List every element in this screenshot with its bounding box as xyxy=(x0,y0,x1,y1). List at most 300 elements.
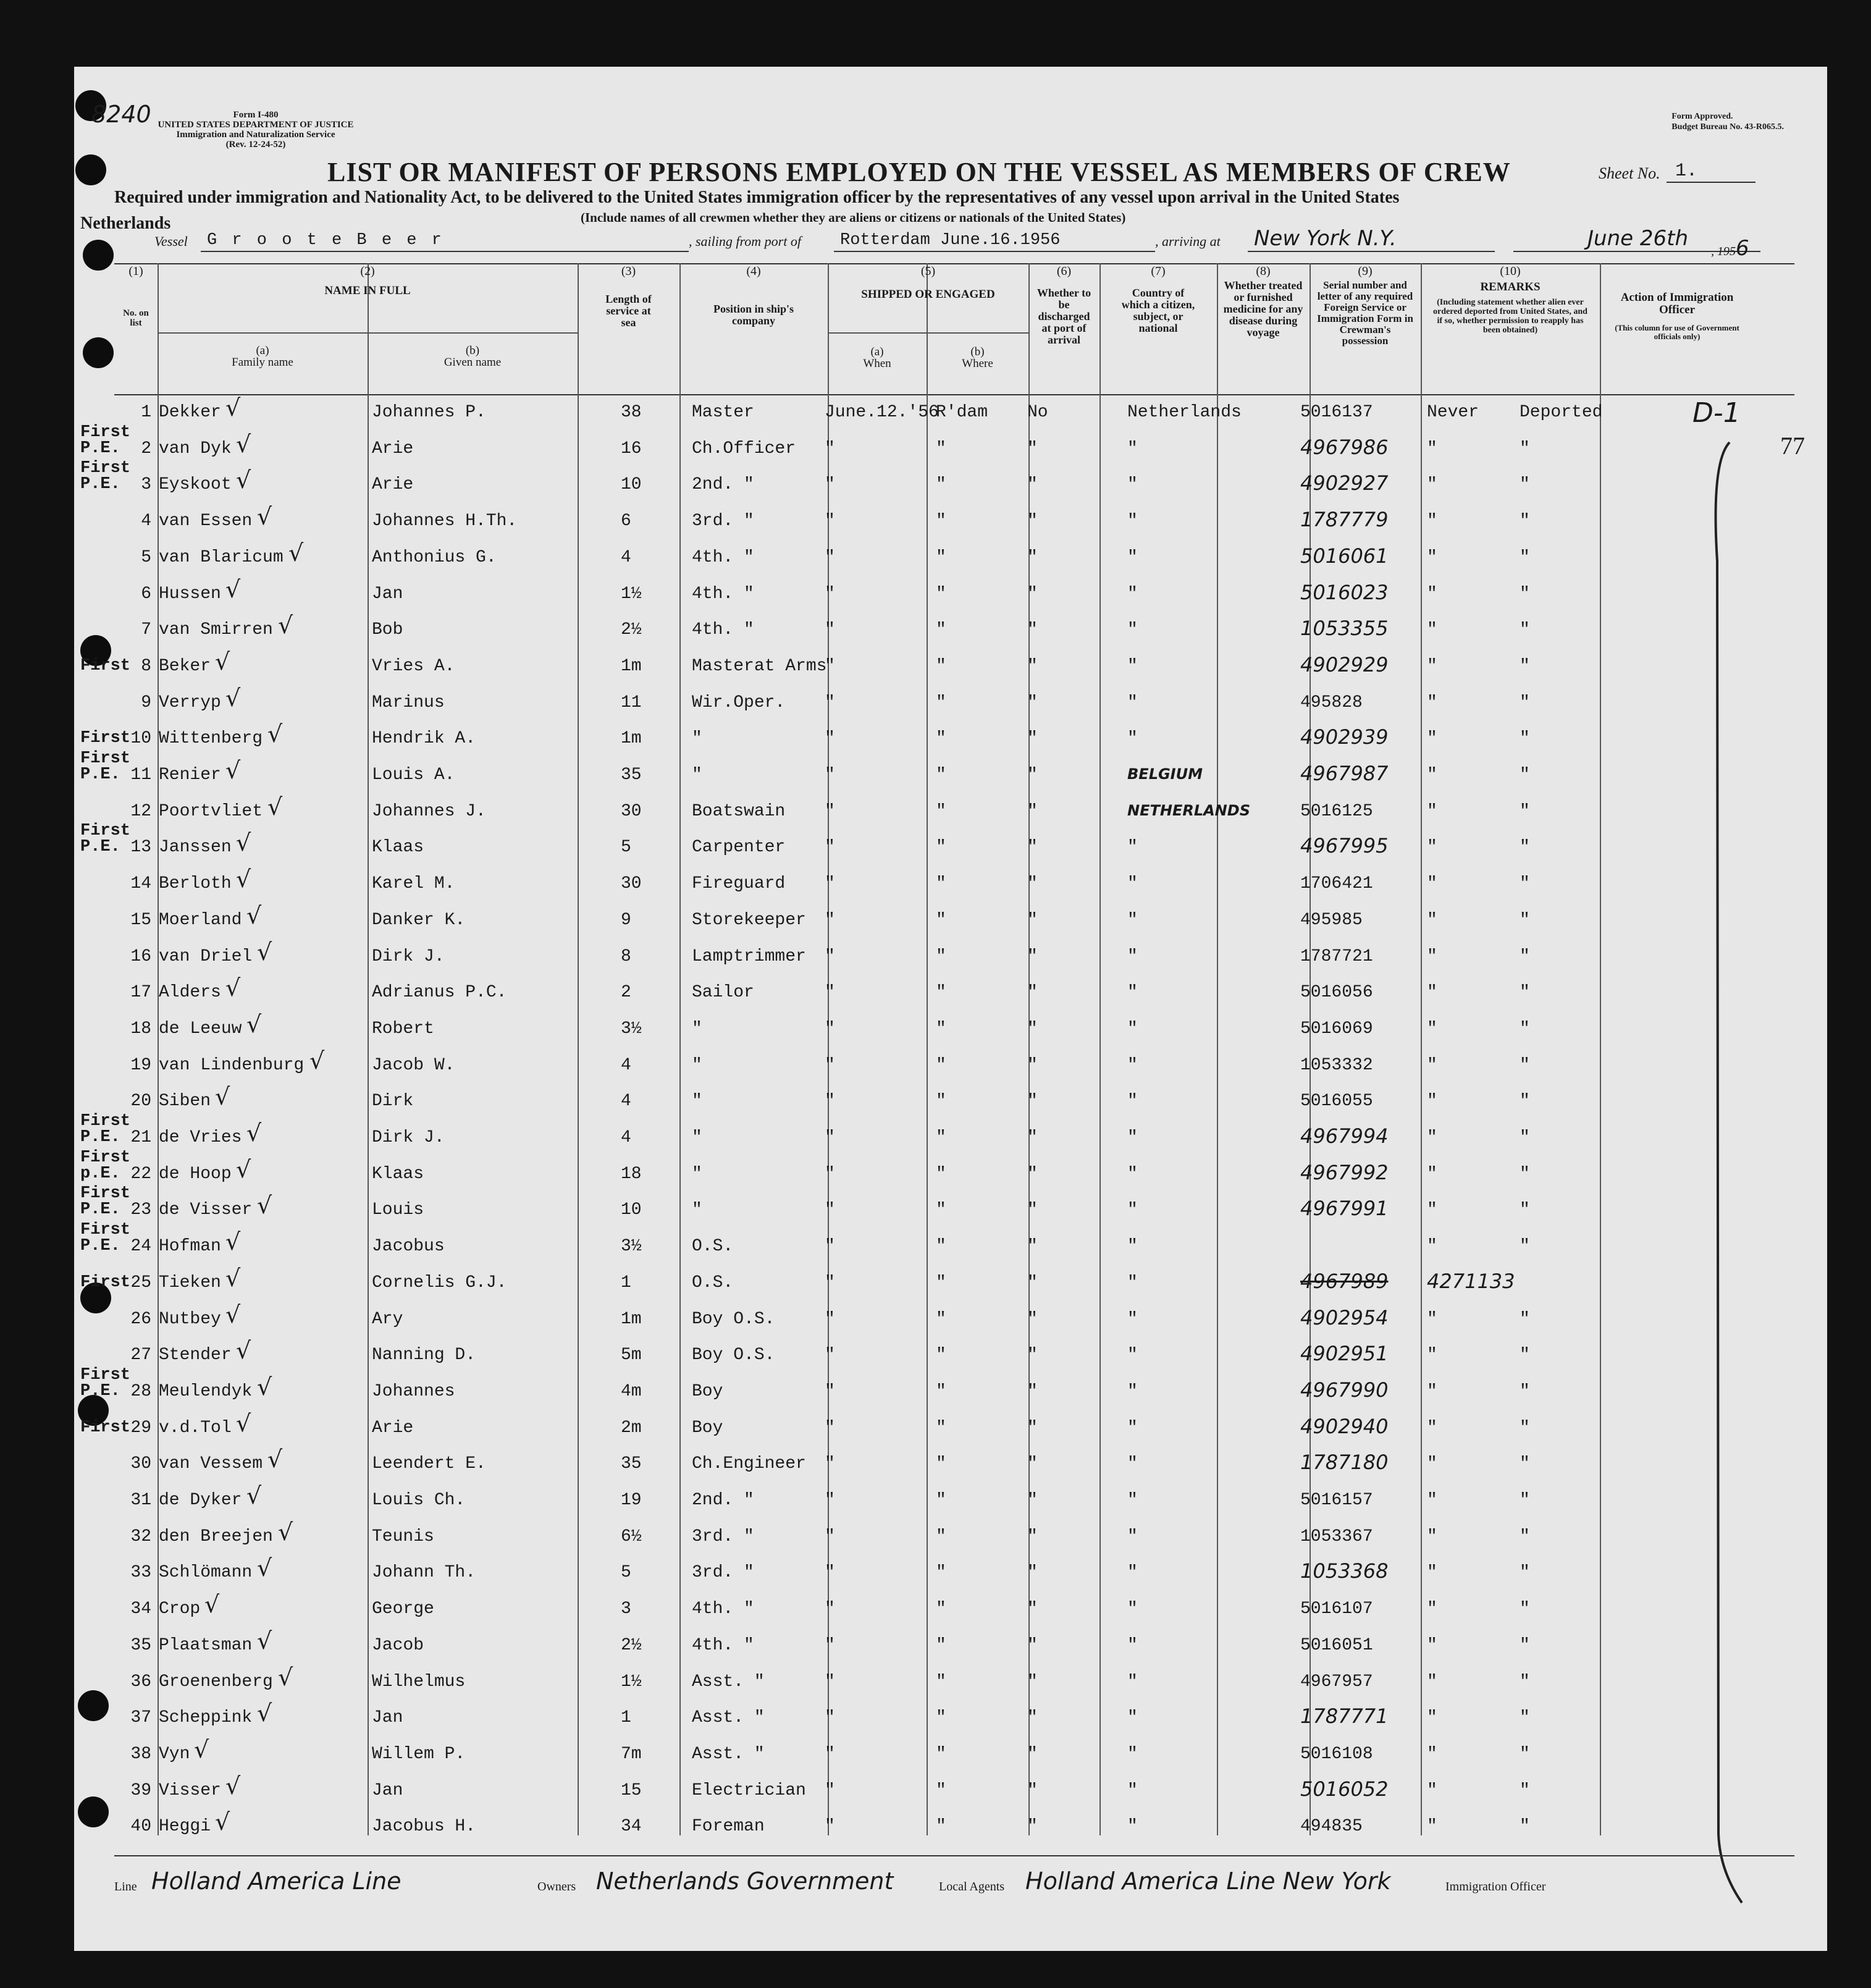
table-row xyxy=(114,1047,1794,1082)
check-mark-icon: √ xyxy=(215,1083,230,1111)
shipped-when: " xyxy=(825,1527,835,1546)
discharged: " xyxy=(1027,729,1038,749)
table-row xyxy=(114,1337,1794,1372)
country: " xyxy=(1127,1309,1138,1329)
immigration-officer-label: Immigration Officer xyxy=(1445,1880,1546,1893)
shipped-where: " xyxy=(936,620,946,640)
check-mark-icon: √ xyxy=(236,466,251,494)
col-8-header xyxy=(1217,266,1310,339)
check-mark-icon: √ xyxy=(278,1663,293,1691)
remarks: " xyxy=(1520,1708,1530,1728)
discharged: " xyxy=(1027,1346,1038,1365)
family-name: Wittenberg xyxy=(159,729,263,749)
table-row xyxy=(80,720,1794,756)
remarks: " xyxy=(1427,1527,1437,1546)
position: 4th. " xyxy=(692,1635,754,1655)
position: " xyxy=(692,1200,702,1220)
country: " xyxy=(1127,874,1138,894)
check-mark-icon: √ xyxy=(225,1228,241,1256)
service-length: 35 xyxy=(621,765,642,785)
service-length: 4 xyxy=(621,1128,631,1147)
service-length: 19 xyxy=(621,1491,642,1510)
country: " xyxy=(1127,1563,1138,1583)
country: " xyxy=(1127,1237,1138,1257)
col-11-header xyxy=(1600,266,1754,341)
col-4-label: Position in ship's company xyxy=(713,303,794,327)
serial-number: 5016125 xyxy=(1300,801,1373,821)
given-name: Johannes xyxy=(372,1381,455,1401)
check-mark-icon: √ xyxy=(225,757,241,784)
given-name: Robert xyxy=(372,1019,434,1038)
remarks: " xyxy=(1427,1454,1437,1474)
discharged: " xyxy=(1027,838,1038,857)
row-number: 37 xyxy=(130,1708,151,1728)
discharged: " xyxy=(1027,910,1038,930)
serial-number: 4967990 xyxy=(1300,1378,1389,1402)
position: " xyxy=(692,1055,702,1075)
shipped-when: " xyxy=(825,475,835,495)
family-name: van Vessem xyxy=(159,1454,263,1474)
row-number: 12 xyxy=(130,801,151,821)
country: " xyxy=(1127,1744,1138,1764)
given-name: Karel M. xyxy=(372,874,455,894)
serial-number: 4967989 xyxy=(1300,1269,1389,1293)
remarks: " xyxy=(1427,801,1437,821)
shipped-when: " xyxy=(825,1708,835,1728)
table-row xyxy=(114,866,1794,901)
country: " xyxy=(1127,910,1138,930)
col-2b-label: Given name xyxy=(444,356,502,369)
given-name: Johann Th. xyxy=(372,1563,476,1583)
given-name: Louis xyxy=(372,1200,424,1220)
remarks: " xyxy=(1427,765,1437,785)
col-9-label: Serial number and letter of any required Foreign Service or Immigration Form in Crewman's possession xyxy=(1317,279,1413,347)
position: 3rd. " xyxy=(692,1563,754,1583)
discharged: " xyxy=(1027,620,1038,640)
shipped-where: " xyxy=(936,475,946,495)
officer-mark: D-1 xyxy=(1692,397,1741,429)
shipped-when: " xyxy=(825,512,835,531)
col-9-header xyxy=(1310,266,1421,347)
col-9-number: (9) xyxy=(1358,264,1373,278)
shipped-where: " xyxy=(936,693,946,712)
check-mark-icon: √ xyxy=(246,1482,262,1509)
check-mark-icon: √ xyxy=(225,684,241,712)
discharged: " xyxy=(1027,1780,1038,1800)
col-5-header xyxy=(828,266,1028,300)
row-number: 6 xyxy=(141,584,151,604)
row-number: 27 xyxy=(130,1346,151,1365)
position: " xyxy=(692,765,702,785)
service-length: 5 xyxy=(621,1563,631,1583)
row-number: 40 xyxy=(130,1817,151,1837)
serial-number: 1706421 xyxy=(1300,874,1373,894)
agents-label: Local Agents xyxy=(939,1880,1005,1893)
country: " xyxy=(1127,983,1138,1003)
first-pe-note: First p.E. xyxy=(80,1148,131,1183)
first-pe-note: First P.E. xyxy=(80,1112,131,1147)
given-name: Cornelis G.J. xyxy=(372,1273,507,1292)
remarks: " xyxy=(1520,1092,1530,1111)
family-name: den Breejen xyxy=(159,1527,273,1546)
shipped-when: " xyxy=(825,765,835,785)
shipped-where: " xyxy=(936,1055,946,1075)
shipped-when: " xyxy=(825,1491,835,1510)
family-name: Poortvliet xyxy=(159,801,263,821)
shipped-where: " xyxy=(936,1309,946,1329)
given-name: Jacob xyxy=(372,1635,424,1655)
position: O.S. xyxy=(692,1273,734,1292)
shipped-when: " xyxy=(825,910,835,930)
country: " xyxy=(1127,475,1138,495)
family-name: Visser xyxy=(159,1780,221,1800)
country: BELGIUM xyxy=(1127,765,1203,783)
remarks: " xyxy=(1427,1780,1437,1800)
col-2-header xyxy=(158,266,578,297)
remarks: " xyxy=(1427,439,1437,458)
vessel-name-field xyxy=(201,232,689,252)
remarks: " xyxy=(1427,656,1437,676)
service-length: 5m xyxy=(621,1346,642,1365)
position: " xyxy=(692,1128,702,1147)
serial-number: 5016137 xyxy=(1300,403,1373,422)
table-row xyxy=(80,423,1794,466)
remarks: " xyxy=(1427,1635,1437,1655)
family-name: Schlömann xyxy=(159,1563,253,1583)
col-2a-header xyxy=(158,345,368,368)
country: " xyxy=(1127,1817,1138,1837)
given-name: Dirk xyxy=(372,1092,414,1111)
shipped-where: " xyxy=(936,1744,946,1764)
country: " xyxy=(1127,1346,1138,1365)
col-5b-label: Where xyxy=(962,357,993,370)
remarks: " xyxy=(1520,620,1530,640)
shipped-where: " xyxy=(936,1672,946,1691)
service-length: 9 xyxy=(621,910,631,930)
service-length: 4m xyxy=(621,1381,642,1401)
table-row xyxy=(114,1482,1794,1517)
shipped-when: " xyxy=(825,620,835,640)
given-name: Danker K. xyxy=(372,910,466,930)
given-name: Willem P. xyxy=(372,1744,466,1764)
col-7-label: Country of which a citizen, subject, or national xyxy=(1121,287,1195,334)
position: Masterat Arms xyxy=(692,656,827,676)
service-length: 30 xyxy=(621,874,642,894)
discharged: " xyxy=(1027,983,1038,1003)
family-name: Crop xyxy=(159,1599,201,1619)
remarks: " xyxy=(1520,983,1530,1003)
position: Master xyxy=(692,403,754,422)
service-length: 5 xyxy=(621,838,631,857)
shipped-when: " xyxy=(825,983,835,1003)
service-length: 30 xyxy=(621,801,642,821)
shipped-where: " xyxy=(936,1817,946,1837)
discharged: " xyxy=(1027,1672,1038,1691)
remarks: " xyxy=(1427,1744,1437,1764)
discharged: " xyxy=(1027,874,1038,894)
country: " xyxy=(1127,1527,1138,1546)
row-number: 17 xyxy=(130,983,151,1003)
check-mark-icon: √ xyxy=(267,793,283,820)
officer-bracket-line xyxy=(1692,437,1760,1908)
remarks: " xyxy=(1427,584,1437,604)
remarks: " xyxy=(1520,693,1530,712)
table-row xyxy=(114,1446,1794,1481)
country: " xyxy=(1127,1128,1138,1147)
remarks: " xyxy=(1520,1563,1530,1583)
arriving-date: June 26th xyxy=(1587,226,1688,251)
discharged: " xyxy=(1027,1744,1038,1764)
discharged: " xyxy=(1027,1418,1038,1438)
table-row xyxy=(80,1112,1794,1155)
table-row xyxy=(114,684,1794,720)
shipped-where: " xyxy=(936,838,946,857)
row-number: 5 xyxy=(141,547,151,567)
row-number: 30 xyxy=(130,1454,151,1474)
form-approved-text: Form Approved. xyxy=(1671,112,1733,121)
position: Asst. " xyxy=(692,1672,765,1691)
discharged: " xyxy=(1027,1563,1038,1583)
discharged: " xyxy=(1027,584,1038,604)
table-row xyxy=(114,539,1794,575)
check-mark-icon: √ xyxy=(278,612,293,639)
row-number: 35 xyxy=(130,1635,151,1655)
col-2b-number: (b) xyxy=(465,344,480,357)
arriving-label: , arriving at xyxy=(1155,234,1221,249)
col-3-number: (3) xyxy=(621,264,636,278)
country: " xyxy=(1127,1092,1138,1111)
check-mark-icon: √ xyxy=(225,1772,241,1800)
remarks: " xyxy=(1520,656,1530,676)
col-7-header xyxy=(1099,266,1217,334)
check-mark-icon: √ xyxy=(246,901,262,929)
remarks: " xyxy=(1427,1563,1437,1583)
shipped-where: " xyxy=(936,1273,946,1292)
family-name: Berloth xyxy=(159,874,232,894)
family-name: Meulendyk xyxy=(159,1381,253,1401)
check-mark-icon: √ xyxy=(267,1446,283,1473)
shipped-when: " xyxy=(825,946,835,966)
row-number: 15 xyxy=(130,910,151,930)
row-number: 21 xyxy=(130,1128,151,1147)
country: " xyxy=(1127,1273,1138,1292)
discharged: " xyxy=(1027,656,1038,676)
check-mark-icon: √ xyxy=(267,720,283,748)
line-label: Line xyxy=(114,1880,137,1893)
col-5a-number: (a) xyxy=(870,345,884,358)
position: Storekeeper xyxy=(692,910,806,930)
service-length: 1½ xyxy=(621,584,642,604)
remarks: " xyxy=(1427,1309,1437,1329)
department-name: UNITED STATES DEPARTMENT OF JUSTICE xyxy=(158,120,354,130)
shipped-when: " xyxy=(825,1346,835,1365)
page-title: LIST OR MANIFEST OF PERSONS EMPLOYED ON THE VESSEL AS MEMBERS OF CREW xyxy=(327,157,1511,187)
check-mark-icon: √ xyxy=(236,829,251,857)
owners-label: Owners xyxy=(537,1880,576,1893)
check-mark-icon: √ xyxy=(309,1047,325,1074)
given-name: Arie xyxy=(372,1418,414,1438)
remarks: " xyxy=(1520,1055,1530,1075)
remarks: " xyxy=(1427,1055,1437,1075)
check-mark-icon: √ xyxy=(194,1735,209,1763)
remarks: Deported xyxy=(1520,403,1603,422)
check-mark-icon: √ xyxy=(236,1155,251,1183)
country: " xyxy=(1127,946,1138,966)
service-length: 1½ xyxy=(621,1672,642,1691)
row-number: 11 xyxy=(130,765,151,785)
shipped-when: " xyxy=(825,1599,835,1619)
discharged: " xyxy=(1027,1309,1038,1329)
serial-number: 5016055 xyxy=(1300,1092,1373,1111)
table-row xyxy=(80,1409,1794,1445)
shipped-where: " xyxy=(936,1599,946,1619)
country: " xyxy=(1127,656,1138,676)
service-length: 2m xyxy=(621,1418,642,1438)
check-mark-icon: √ xyxy=(236,866,251,893)
service-length: 16 xyxy=(621,439,642,458)
sailing-port-field xyxy=(834,232,1155,252)
country: " xyxy=(1127,1019,1138,1038)
shipped-when: " xyxy=(825,1418,835,1438)
family-name: van Dyk xyxy=(159,439,232,458)
table-row xyxy=(80,1365,1794,1409)
table-row xyxy=(114,938,1794,974)
remarks: " xyxy=(1427,1092,1437,1111)
row-number: 7 xyxy=(141,620,151,640)
sheet-number-label: Sheet No. xyxy=(1599,164,1660,182)
remarks: " xyxy=(1520,584,1530,604)
remarks: " xyxy=(1427,946,1437,966)
given-name: Louis Ch. xyxy=(372,1491,466,1510)
row-number: 8 xyxy=(141,656,151,676)
family-name: Janssen xyxy=(159,838,232,857)
service-name: Immigration and Naturalization Service xyxy=(176,130,335,140)
col-2a-number: (a) xyxy=(256,344,269,357)
row-number: 19 xyxy=(130,1055,151,1075)
shipped-where: " xyxy=(936,584,946,604)
col-6-label: Whether to be discharged at port of arrival xyxy=(1036,287,1091,346)
discharged: " xyxy=(1027,1381,1038,1401)
shipped-when: June.12.'56 xyxy=(825,403,939,422)
remarks: " xyxy=(1427,1128,1437,1147)
required-statement: Required under immigration and Nationality Act, to be delivered to the United States immigration officer by the representatives of any vessel upon arrival in the United States xyxy=(114,188,1400,207)
col-7-number: (7) xyxy=(1151,264,1166,278)
given-name: Klaas xyxy=(372,1164,424,1184)
discharged: " xyxy=(1027,1019,1038,1038)
remarks: " xyxy=(1427,1672,1437,1691)
country: " xyxy=(1127,547,1138,567)
remarks: " xyxy=(1427,1817,1437,1837)
position: 4th. " xyxy=(692,547,754,567)
shipped-when: " xyxy=(825,1055,835,1075)
row-number: 29 xyxy=(130,1418,151,1438)
col-6-header xyxy=(1028,266,1099,346)
service-length: 4 xyxy=(621,1092,631,1111)
position: Asst. " xyxy=(692,1708,765,1728)
remarks: " xyxy=(1427,1708,1437,1728)
position: Ch.Engineer xyxy=(692,1454,806,1474)
remarks: " xyxy=(1520,1817,1530,1837)
serial-number: 4967986 xyxy=(1300,435,1389,459)
shipped-where: " xyxy=(936,910,946,930)
row-number: 38 xyxy=(130,1744,151,1764)
remarks: " xyxy=(1427,693,1437,712)
shipped-where: " xyxy=(936,946,946,966)
col-1-header xyxy=(114,266,158,328)
country: " xyxy=(1127,838,1138,857)
first-pe-note: First xyxy=(80,656,131,675)
remarks: " xyxy=(1427,1346,1437,1365)
punch-hole xyxy=(78,1796,109,1827)
shipped-when: " xyxy=(825,1635,835,1655)
discharged: " xyxy=(1027,1164,1038,1184)
budget-bureau-text: Budget Bureau No. 43-R065.5. xyxy=(1671,122,1784,132)
check-mark-icon: √ xyxy=(225,1264,241,1292)
family-name: Stender xyxy=(159,1346,232,1365)
check-mark-icon: √ xyxy=(257,1373,272,1400)
serial-number: 495985 xyxy=(1300,910,1363,930)
agents-value: Holland America Line New York xyxy=(1025,1868,1391,1895)
position: Carpenter xyxy=(692,838,786,857)
year-prefix: , 195 xyxy=(1711,245,1736,258)
col-10-note: (Including statement whether alien ever ordered deported from United States, and if so, whether permission to reapply has been obtained) xyxy=(1433,298,1587,335)
table-row xyxy=(114,1808,1794,1843)
shipped-where: " xyxy=(936,1381,946,1401)
country: " xyxy=(1127,1780,1138,1800)
shipped-where: " xyxy=(936,1454,946,1474)
family-name: Siben xyxy=(159,1092,211,1111)
country: " xyxy=(1127,1055,1138,1075)
serial-number: 4902954 xyxy=(1300,1305,1389,1329)
country: " xyxy=(1127,584,1138,604)
table-row xyxy=(80,459,1794,502)
remarks: " xyxy=(1520,729,1530,749)
check-mark-icon: √ xyxy=(236,1409,251,1437)
remarks: " xyxy=(1520,1527,1530,1546)
serial-number: 1787180 xyxy=(1300,1451,1389,1475)
form-revision: (Rev. 12-24-52) xyxy=(225,140,286,150)
service-length: 2½ xyxy=(621,1635,642,1655)
service-length: 8 xyxy=(621,946,631,966)
serial-number: 495828 xyxy=(1300,693,1363,712)
remarks: " xyxy=(1427,1237,1437,1257)
shipped-where: " xyxy=(936,1164,946,1184)
discharged: " xyxy=(1027,1128,1038,1147)
discharged: " xyxy=(1027,547,1038,567)
row-number: 28 xyxy=(130,1381,151,1401)
manifest-sheet xyxy=(74,67,1827,1951)
remarks: " xyxy=(1520,1128,1530,1147)
remarks: " xyxy=(1427,983,1437,1003)
row-number: 18 xyxy=(130,1019,151,1038)
service-length: 6 xyxy=(621,512,631,531)
service-length: 7m xyxy=(621,1744,642,1764)
shipped-when: " xyxy=(825,1309,835,1329)
family-name: Vyn xyxy=(159,1744,190,1764)
check-mark-icon: √ xyxy=(278,1518,293,1546)
check-mark-icon: √ xyxy=(246,1010,262,1038)
shipped-where: " xyxy=(936,1708,946,1728)
sheet-number-field xyxy=(1599,161,1698,183)
table-row xyxy=(114,1011,1794,1046)
position: " xyxy=(692,729,702,749)
shipped-when: " xyxy=(825,1164,835,1184)
discharged: " xyxy=(1027,1092,1038,1111)
table-row xyxy=(114,1664,1794,1699)
position: Boy xyxy=(692,1381,723,1401)
position: Boy O.S. xyxy=(692,1309,775,1329)
remarks: " xyxy=(1520,475,1530,495)
